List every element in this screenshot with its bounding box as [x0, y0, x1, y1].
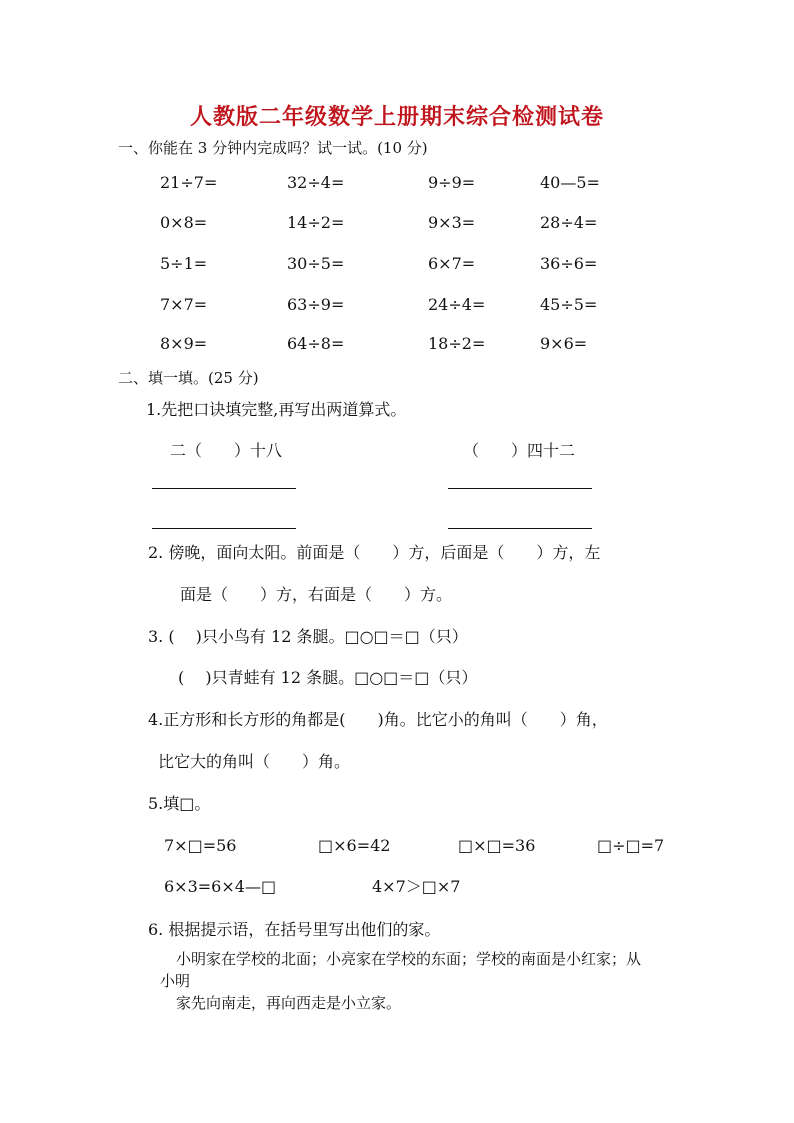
q5-item: 7×□=56 — [164, 836, 237, 855]
q1-right-rhyme: （ ）四十二 — [463, 441, 576, 460]
calc-item: 64÷8= — [287, 334, 345, 353]
calc-item: 8×9= — [160, 334, 208, 353]
page-title: 人教版二年级数学上册期末综合检测试卷 — [189, 104, 604, 130]
answer-line[interactable] — [152, 488, 296, 489]
q1-left-rhyme: 二（ ）十八 — [170, 441, 283, 460]
q5-item: □÷□=7 — [597, 836, 665, 855]
calc-item: 9÷9= — [428, 173, 476, 192]
q3-line2: ( )只青蛙有 12 条腿。□○□＝□（只） — [178, 668, 478, 687]
calc-item: 40—5= — [540, 173, 600, 192]
q6-line1: 小明家在学校的北面；小亮家在学校的东面；学校的南面是小红家；从 — [176, 950, 642, 968]
q5-item: 4×7＞□×7 — [372, 877, 461, 896]
q5-item: □×6=42 — [318, 836, 391, 855]
calc-item: 7×7= — [160, 295, 208, 314]
q5-label: 5.填□。 — [148, 794, 211, 813]
q6-line3: 家先向南走，再向西走是小立家。 — [176, 994, 402, 1012]
q1-text: 1.先把口诀填完整,再写出两道算式。 — [146, 400, 407, 419]
calc-item: 0×8= — [160, 213, 208, 232]
q6-line2: 小明 — [160, 972, 191, 990]
calc-item: 63÷9= — [287, 295, 345, 314]
q6-label: 6. 根据提示语，在括号里写出他们的家。 — [148, 920, 441, 939]
calc-item: 32÷4= — [287, 173, 345, 192]
calc-item: 45÷5= — [540, 295, 598, 314]
section1-heading: 一、你能在 3 分钟内完成吗？试一试。(10 分) — [118, 139, 428, 157]
calc-item: 21÷7= — [160, 173, 218, 192]
q2-line1: 2. 傍晚，面向太阳。前面是（ ）方，后面是（ ）方，左 — [148, 543, 601, 562]
calc-item: 6×7= — [428, 254, 476, 273]
answer-line[interactable] — [152, 528, 296, 529]
calc-item: 5÷1= — [160, 254, 208, 273]
q4-line2: 比它大的角叫（ ）角。 — [158, 752, 351, 771]
calc-item: 9×3= — [428, 213, 476, 232]
q5-item: □×□=36 — [458, 836, 536, 855]
answer-line[interactable] — [448, 488, 592, 489]
calc-item: 18÷2= — [428, 334, 486, 353]
calc-item: 24÷4= — [428, 295, 486, 314]
section2-heading: 二、填一填。(25 分) — [118, 369, 259, 387]
q4-line1: 4.正方形和长方形的角都是( )角。比它小的角叫（ ）角， — [148, 710, 608, 729]
calc-item: 36÷6= — [540, 254, 598, 273]
q3-line1: 3. ( )只小鸟有 12 条腿。□○□＝□（只） — [148, 627, 468, 646]
calc-item: 30÷5= — [287, 254, 345, 273]
calc-item: 14÷2= — [287, 213, 345, 232]
answer-line[interactable] — [448, 528, 592, 529]
q5-item: 6×3=6×4—□ — [164, 877, 277, 896]
calc-item: 28÷4= — [540, 213, 598, 232]
calc-item: 9×6= — [540, 334, 588, 353]
q2-line2: 面是（ ）方，右面是（ ）方。 — [180, 585, 453, 604]
